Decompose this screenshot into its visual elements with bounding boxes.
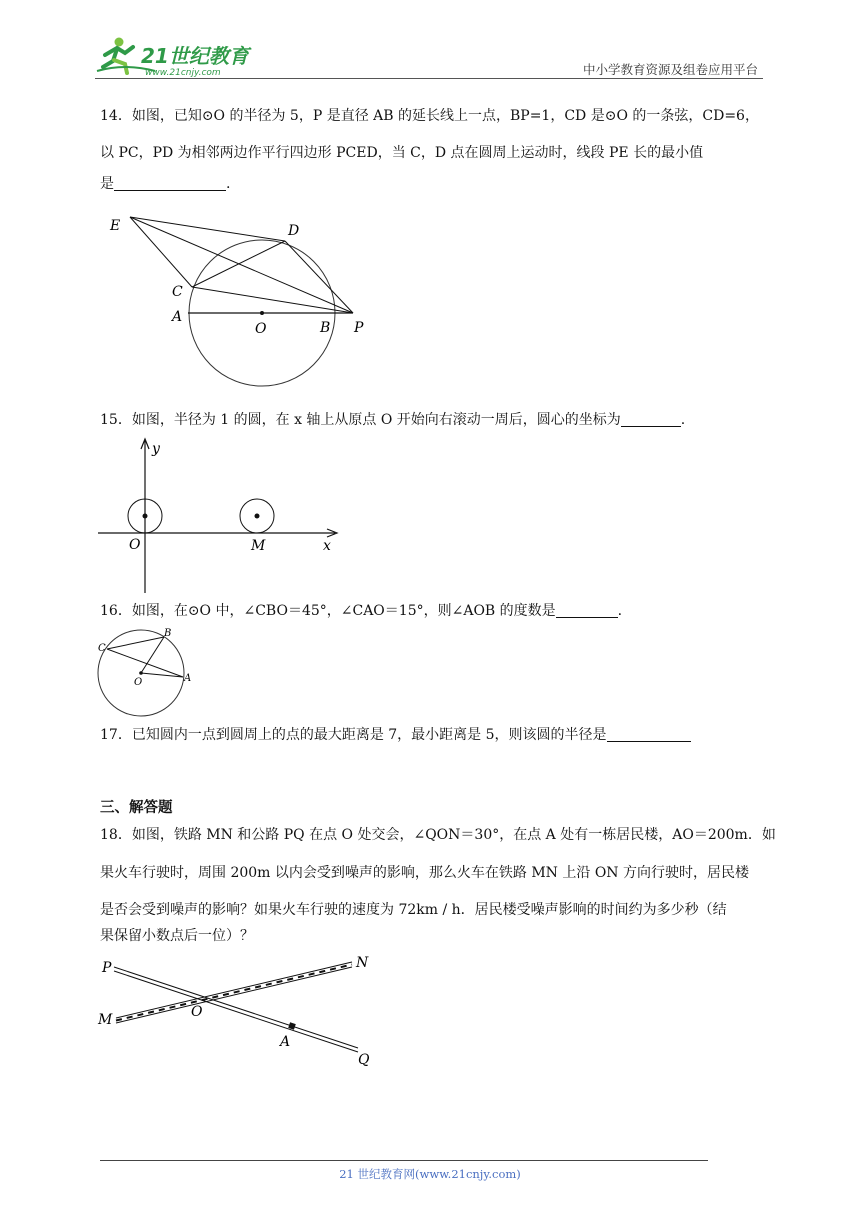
q14-center-dot [260,311,264,315]
q15-label-y: y [152,441,160,457]
q14-figure [100,205,380,390]
platform-name: 中小学教育资源及组卷应用平台 [582,62,758,77]
logo-text: 21世纪教育 [141,44,249,68]
q18-railway-line-a [116,962,352,1018]
q18-line3: 是否会受到噪声的影响？如果火车行驶的速度为 72km / h．居民楼受噪声影响的时间约为多少秒（结 [100,902,727,918]
q16-segment-ca [107,649,183,677]
q15-suffix: . [680,412,686,428]
q17-answer-blank[interactable] [607,725,691,742]
q18-label-o: O [191,1004,203,1020]
q14-segment-ep [130,217,353,313]
q18-line2: 果火车行驶时，周围 200m 以内会受到噪声的影响，那么火车在铁路 MN 上沿 ON 方向行驶时，居民楼 [100,865,750,881]
q16-line [100,599,622,624]
site-logo [95,33,265,79]
q14-segment-cp [192,287,353,313]
q15-figure [95,435,355,595]
q14-segment-cd [192,241,285,287]
logo-url: www.21cnjy.com [145,68,221,78]
q18-label-q: Q [358,1052,370,1068]
q16-label-c: C [98,643,106,654]
q15-answer-blank[interactable] [621,410,681,427]
q14-label-b: B [320,320,331,336]
q14-label-d: D [288,223,300,239]
header-divider [95,78,763,79]
q14-label-e: E [110,218,121,234]
q16-figure [96,625,206,717]
section-heading: 三、解答题 [100,799,173,816]
q16-answer-blank[interactable] [556,601,618,618]
q18-line4: 果保留小数点后一位）？ [100,928,254,944]
q14-label-c: C [172,284,183,300]
q16-text: 16．如图，在⊙O 中，∠CBO＝45°，∠CAO＝15°，则∠AOB 的度数是 [100,603,556,619]
footer-link[interactable]: 21 世纪教育网(www.21cnjy.com) [339,1167,521,1181]
q15-label-o: O [129,537,141,553]
q15-label-x: x [323,538,331,554]
q16-label-a: A [184,673,192,684]
q16-label-o: O [134,677,143,688]
q18-line1: 18．如图，铁路 MN 和公路 PQ 在点 O 处交会，∠QON＝30°，在点 A 处有一栋居民楼，AO＝200m．如 [100,827,776,843]
q14-segment-dp [285,241,353,313]
q15-label-m: M [251,538,266,554]
q16-center-dot [139,671,143,675]
q17-line [100,723,691,748]
q18-label-n: N [356,955,369,971]
q15-center-end [255,514,260,519]
q14-label-a: A [172,309,183,325]
q18-label-p: P [102,960,112,976]
q16-suffix: . [617,603,623,619]
q18-railway-line-b [116,967,352,1023]
q16-segment-ob [141,637,164,673]
q14-prefix: 是 [100,176,114,192]
footer-divider [100,1160,708,1161]
q14-line3 [100,172,230,197]
q15-text: 15．如图，半径为 1 的圆，在 x 轴上从原点 O 开始向右滚动一周后，圆心的坐标为 [100,412,621,428]
q14-line2: 以 PC，PD 为相邻两边作平行四边形 PCED，当 C，D 点在圆周上运动时，线段 PE 长的最小值 [100,145,704,161]
q18-road-line-a [114,967,358,1048]
q14-answer-blank[interactable] [114,174,226,191]
q14-segment-ed [130,217,285,241]
q14-segment-ec [130,217,192,287]
q18-label-m: M [98,1012,113,1028]
q18-railway-ties [116,965,352,1021]
q15-line [100,408,685,433]
q17-text: 17．已知圆内一点到圆周上的点的最大距离是 7，最小距离是 5，则该圆的半径是 [100,727,607,743]
q18-building-a-icon [288,1022,296,1030]
q14-suffix: . [226,176,231,192]
q15-center-start [143,514,148,519]
q18-figure [96,950,386,1072]
q16-label-b: B [164,628,172,639]
q14-line1: 14．如图，已知⊙O 的半径为 5，P 是直径 AB 的延长线上一点，BP=1，CD 是⊙O 的一条弦，CD=6， [100,108,759,124]
q14-label-o: O [255,321,267,337]
q18-label-a: A [280,1034,291,1050]
q14-label-p: P [354,320,364,336]
